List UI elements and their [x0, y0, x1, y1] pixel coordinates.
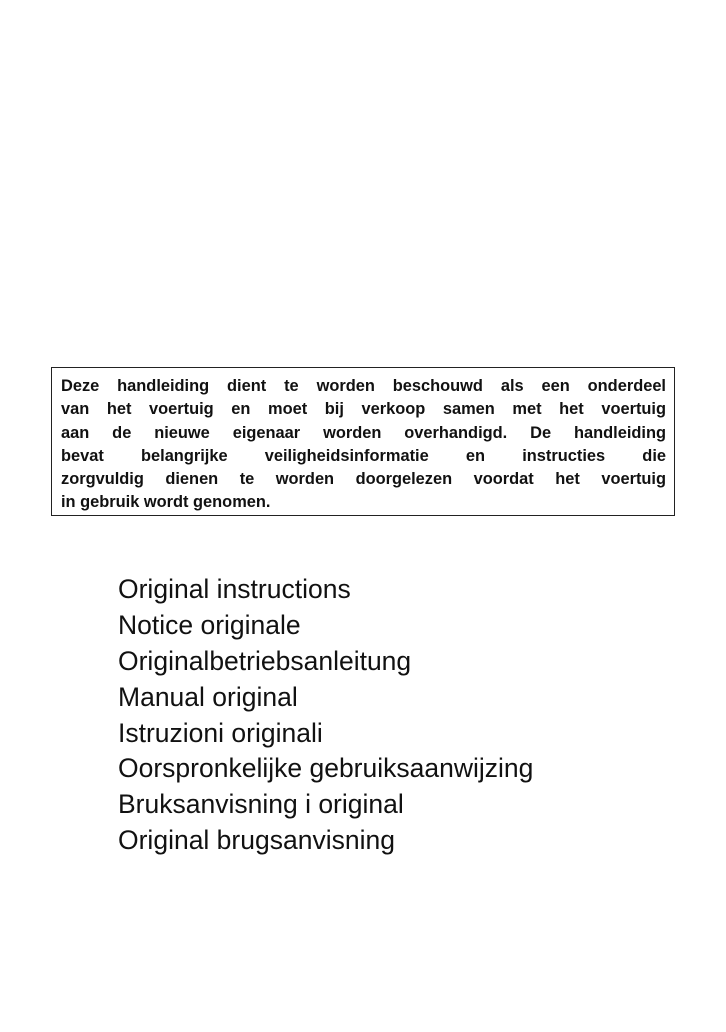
safety-notice-box: [51, 367, 675, 516]
notice-line: in gebruik wordt genomen.: [61, 493, 271, 512]
notice-line: aan de nieuwe eigenaar worden overhandigd. De handleiding: [61, 423, 666, 442]
notice-line: van het voertuig en moet bij verkoop samen met het voertuig: [61, 400, 666, 419]
title-item-english: Original instructions: [118, 574, 351, 604]
title-item-german: Originalbetriebsanleitung: [118, 645, 412, 676]
title-item-swedish: Bruksanvisning i original: [118, 789, 404, 820]
title-item-danish: Original brugsanvisning: [118, 825, 395, 856]
notice-line: Deze handleiding dient te worden beschouwd als een onderdeel: [61, 377, 666, 395]
original-instructions-title-list: [118, 572, 533, 859]
title-item-italian: Istruzioni originali: [118, 717, 323, 748]
title-item-spanish: Manual original: [118, 681, 298, 712]
notice-line: zorgvuldig dienen te worden doorgelezen voordat het voertuig: [61, 470, 666, 489]
title-item-dutch: Oorspronkelijke gebruiksaanwijzing: [118, 753, 534, 784]
notice-line: bevat belangrijke veiligheidsinformatie en instructies die: [61, 446, 666, 465]
title-item-french: Notice originale: [118, 609, 301, 640]
